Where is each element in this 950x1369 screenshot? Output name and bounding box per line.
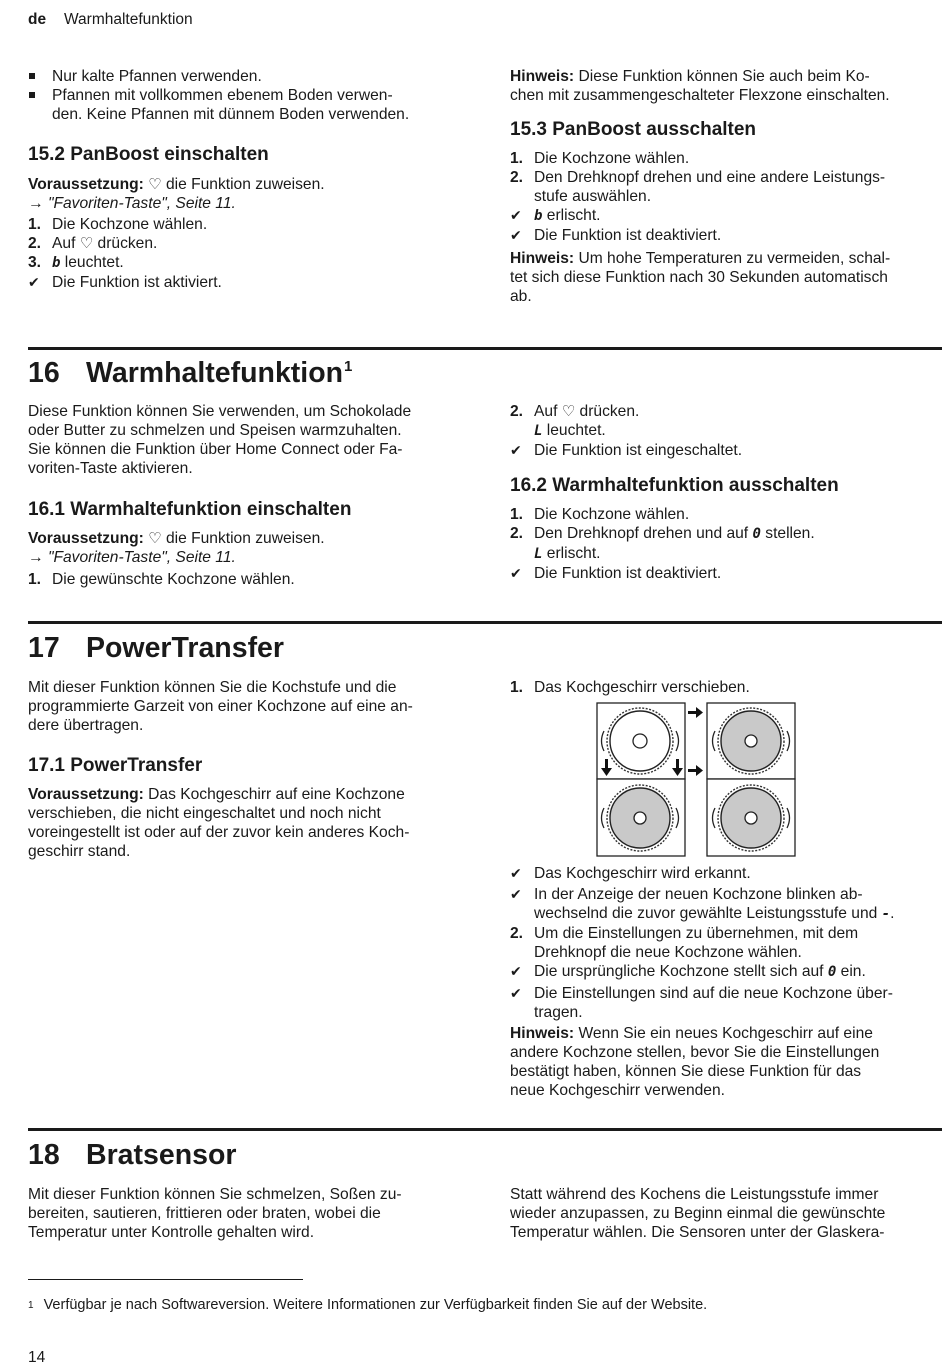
hint: Hinweis: Diese Funktion können Sie auch beim Ko- chen mit zusammengeschalteter Flexzone einschalten.: [510, 68, 890, 104]
check-icon: ✔: [28, 274, 40, 290]
sec17-right-results: [510, 864, 942, 1100]
sec16-left-column: [28, 402, 468, 589]
step-item: 2. Auf ♡ drücken. L leuchtet.: [510, 403, 640, 439]
footnote-rule: [28, 1279, 303, 1280]
result-item: ✔ In der Anzeige der neuen Kochzone blinken ab- wechselnd die zuvor gewählte Leistungsstufe und -.: [510, 886, 895, 922]
page-number: 14: [28, 1349, 46, 1366]
display-symbol: b: [52, 255, 61, 271]
header-language: de: [28, 11, 47, 28]
chapter-rule: [28, 621, 942, 624]
check-icon: ✔: [510, 442, 522, 458]
step-item: 1. Die Kochzone wählen.: [510, 150, 690, 167]
step-item: 2. Um die Einstellungen zu übernehmen, mit dem Drehknopf die neue Kochzone wählen.: [510, 925, 859, 961]
hint: Hinweis: Wenn Sie ein neues Kochgeschirr auf eine andere Kochzone stellen, bevor Sie die Einstellungen bestätigt haben, können Sie diese Funktion für das neue Kochgeschirr verwenden.: [510, 1025, 880, 1099]
chapter-title-16: 16 Warmhaltefunktion$^1$: [28, 357, 353, 389]
heart-icon: ♡: [148, 176, 162, 193]
sec18-right-column: [510, 1185, 942, 1242]
section-heading-16-1: 16.1 Warmhaltefunktion einschalten: [28, 499, 352, 520]
check-icon: ✔: [510, 565, 522, 581]
check-icon: ✔: [510, 207, 522, 223]
cross-reference: [28, 548, 468, 567]
sec17-left-column: [28, 678, 468, 861]
header-title: Warmhaltefunktion: [64, 11, 193, 28]
check-icon: ✔: [510, 886, 522, 902]
step-item: 2. Den Drehknopf drehen und auf 0 stellen. L erlischt.: [510, 525, 815, 562]
display-symbol: 0: [752, 526, 761, 542]
sec15-right-column: [510, 67, 942, 306]
chapter-rule: [28, 347, 942, 350]
reference-link[interactable]: "Favoriten-Taste", Seite 11.: [47, 195, 236, 212]
result-item: ✔ Die Funktion ist aktiviert.: [28, 274, 222, 291]
arrow-icon: →: [28, 195, 44, 212]
precondition: Voraussetzung: ♡ die Funktion zuweisen.: [28, 530, 325, 547]
arrow-right-icon: [688, 765, 703, 776]
footnote: $^1$ Verfügbar je nach Softwareversion. Weitere Informationen zur Verfügbarkeit finden Sie auf der Website.: [28, 1297, 708, 1313]
reference-link[interactable]: "Favoriten-Taste", Seite 11.: [47, 549, 236, 566]
display-symbol: b: [534, 208, 543, 224]
check-icon: ✔: [510, 985, 522, 1001]
step-item: 2. Den Drehknopf drehen und eine andere Leistungs- stufe auswählen.: [510, 169, 886, 205]
chapter-rule: [28, 1128, 942, 1131]
heart-icon: ♡: [148, 530, 162, 547]
step-item: 1. Die Kochzone wählen.: [28, 216, 208, 233]
bullet-item: Nur kalte Pfannen verwenden.: [28, 67, 468, 86]
footnote-mark: 1: [28, 1300, 34, 1311]
chapter-title-18: 18 Bratsensor: [28, 1139, 237, 1171]
display-symbol: -: [881, 906, 891, 922]
hint: Hinweis: Um hohe Temperaturen zu vermeiden, schal- tet sich diese Funktion nach 30 Sekunden automatisch ab.: [510, 250, 891, 305]
chapter-title-17: 17 PowerTransfer: [28, 632, 284, 664]
section-heading-15-2: 15.2 PanBoost einschalten: [28, 144, 269, 165]
bullet-icon: [28, 67, 52, 86]
precondition: Voraussetzung: ♡ die Funktion zuweisen.: [28, 176, 325, 193]
result-item: ✔ Die Funktion ist deaktiviert.: [510, 227, 722, 244]
heart-icon: ♡: [561, 403, 576, 420]
display-symbol: L: [534, 423, 543, 439]
sec16-right-column: [510, 402, 942, 583]
bullet-icon: [28, 86, 52, 124]
display-symbol: 0: [827, 964, 837, 980]
result-item: ✔ Die ursprüngliche Kochzone stellt sich auf 0 ein.: [510, 963, 866, 980]
sec18-left-column: [28, 1185, 468, 1242]
body-text: Statt während des Kochens die Leistungsstufe immer wieder anzupassen, zu Beginn einmal die gewünschte Temperatur wählen. Die Sensoren unter der Glaskera-: [510, 1186, 886, 1241]
section-heading-16-2: 16.2 Warmhaltefunktion ausschalten: [510, 475, 839, 496]
sec15-left-column: [28, 67, 468, 292]
result-item: ✔ Die Funktion ist eingeschaltet.: [510, 442, 743, 459]
step-item: 2. Auf ♡ drücken.: [28, 235, 158, 252]
result-item: ✔ Das Kochgeschirr wird erkannt.: [510, 865, 751, 882]
step-item: 3. b leuchtet.: [28, 254, 124, 271]
intro-text: Mit dieser Funktion können Sie schmelzen, Soßen zu- bereiten, sautieren, frittieren oder braten, wobei die Temperatur unter Kontrolle gehalten wird.: [28, 1186, 402, 1241]
arrow-icon: →: [28, 549, 44, 566]
precondition: Voraussetzung: Das Kochgeschirr auf eine Kochzone verschieben, die nicht eingeschaltet und noch nicht voreingestellt ist oder auf der zuvor kein anderes Koch- geschirr stand.: [28, 786, 410, 860]
result-item: ✔ b erlischt.: [510, 207, 601, 224]
intro-text: Diese Funktion können Sie verwenden, um Schokolade oder Butter zu schmelzen und Speisen warmzuhalten. Sie können die Funktion über Home Connect oder Fa- voriten-Taste aktivieren.: [28, 403, 412, 477]
check-icon: ✔: [510, 963, 522, 979]
heart-icon: ♡: [79, 235, 94, 252]
sec17-right-column: [510, 678, 942, 697]
step-item: 1. Die gewünschte Kochzone wählen.: [28, 571, 295, 588]
intro-text: Mit dieser Funktion können Sie die Kochstufe und die programmierte Garzeit von einer Kochzone auf eine an- dere übertragen.: [28, 679, 413, 734]
step-item: 1. Die Kochzone wählen.: [510, 506, 690, 523]
power-transfer-illustration: [596, 702, 800, 858]
result-item: ✔ Die Funktion ist deaktiviert.: [510, 565, 722, 582]
result-item: ✔ Die Einstellungen sind auf die neue Kochzone über- tragen.: [510, 985, 893, 1021]
display-symbol: L: [534, 546, 543, 562]
section-heading-15-3: 15.3 PanBoost ausschalten: [510, 119, 757, 140]
footnote-ref[interactable]: 1: [344, 358, 353, 375]
step-item: 1. Das Kochgeschirr verschieben.: [510, 679, 750, 696]
cross-reference: [28, 194, 468, 213]
arrow-right-icon: [688, 707, 703, 718]
check-icon: ✔: [510, 227, 522, 243]
bullet-item: Pfannen mit vollkommen ebenem Boden verwen- den. Keine Pfannen mit dünnem Boden verwenden.: [28, 86, 468, 124]
section-heading-17-1: 17.1 PowerTransfer: [28, 755, 203, 776]
check-icon: ✔: [510, 865, 522, 881]
